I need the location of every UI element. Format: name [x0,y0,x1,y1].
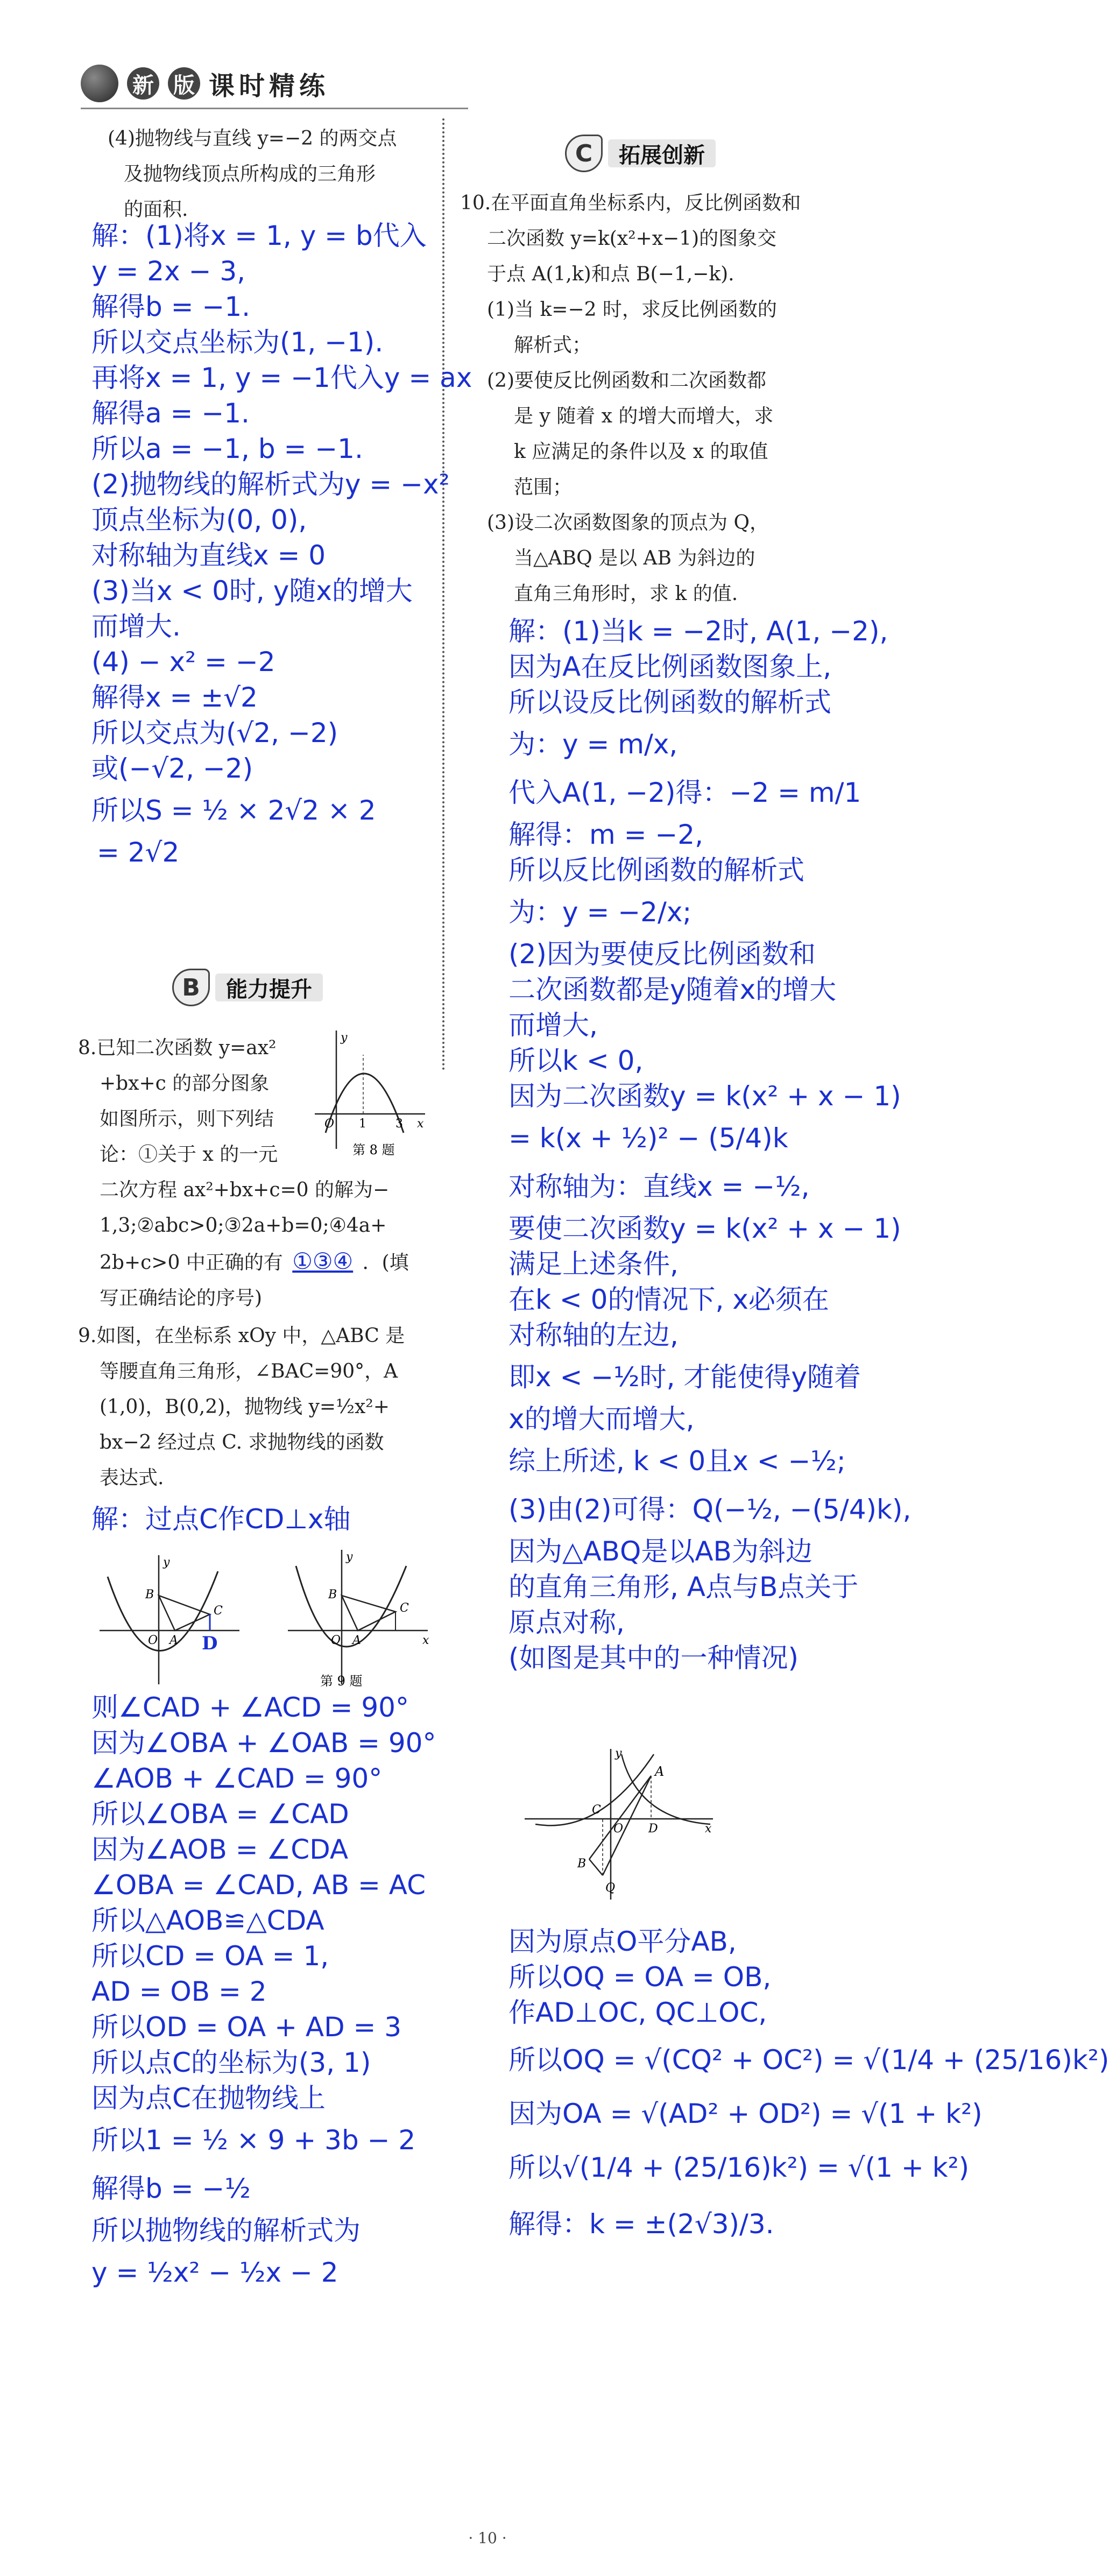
q7-solution-line: 再将x = 1, y = −1代入y = ax [91,362,472,393]
q8-line [78,1244,409,1281]
q10-line: 当△ABQ 是以 AB 为斜边的 [514,547,755,569]
q7-solution-line: 所以交点为(√2, −2) [91,717,338,749]
q10-solution-line: (如图是其中的一种情况) [508,1642,799,1674]
q7-solution [91,218,472,870]
q10-solution-line: x的增大而增大, [508,1403,695,1435]
label-x: x [417,1117,424,1131]
q10-solution-line: 所以k < 0, [508,1045,644,1076]
q9-solution-line: 所以△AOB≌△CDA [91,1905,324,1936]
q10-solution-line: 因为A在反比例函数图象上, [508,651,832,682]
q9-solution-line: 所以CD = OA = 1, [91,1940,329,1972]
label-y: y [341,1031,348,1044]
q9-solution-line: ∠OBA = ∠CAD, AB = AC [91,1869,426,1901]
q10-solution-line: 因为二次函数y = k(x² + x − 1) [508,1081,901,1112]
q10-solution-line: 所以OQ = OA = OB, [508,1961,772,1993]
label-1: 1 [359,1117,366,1131]
q10-line: (3)设二次函数图象的顶点为 Q， [487,512,769,534]
q7-solution-line: y = 2x − 3, [91,256,246,287]
q10-solution-line: = k(x + ½)² − (5/4)k [508,1123,788,1154]
q10-solution-line: 因为OA = √(AD² + OD²) = √(1 + k²) [508,2098,983,2129]
q10-solution-line: 因为△ABQ是以AB为斜边 [508,1536,813,1567]
q10-solution-line: 所以反比例函数的解析式 [508,855,804,886]
q9-figure-left [100,1555,239,1684]
q10-solution-line: 二次函数都是y随着x的增大 [508,974,837,1005]
q10-solution-line: 作AD⊥OC, QC⊥OC, [508,1997,767,2028]
q9-solution-line: 所以1 = ½ × 9 + 3b − 2 [91,2125,416,2156]
q9-figure [94,1544,449,1690]
segment-qb [589,1859,603,1875]
q10-text [460,186,801,612]
q9-line: 表达式. [100,1467,164,1489]
q9-text [78,1318,405,1496]
section-ability-label: 能力提升 [226,977,312,1002]
q10-line: 10.在平面直角坐标系内，反比例函数和 [460,192,801,214]
q9-line: 等腰直角三角形，∠BAC=90°，A [100,1360,398,1382]
fig8-caption: 第 8 题 [352,1142,395,1158]
q7-part4-line: (4)抛物线与直线 y=−2 的两交点 [108,128,397,150]
q7-part4-line: 的面积. [124,199,188,221]
header-rule [81,108,468,109]
label-y: y [163,1556,170,1569]
q10-solution-line: 所以√(1/4 + (25/16)k²) = √(1 + k²) [508,2152,970,2183]
q7-solution-line: 对称轴为直线x = 0 [91,540,326,571]
q9-solution-line: 所以∠OBA = ∠CAD [91,1798,349,1830]
q10-solution [508,613,911,1676]
q10-line: 是 y 随着 x 的增大而增大，求 [514,405,774,427]
hyperbola-branch-right [621,1754,710,1824]
q7-solution-line: 所以交点坐标为(1, −1). [91,327,384,358]
q9-solution-head: 解：过点C作CD⊥x轴 [91,1504,351,1535]
q9-solution-line: AD = OB = 2 [91,1976,267,2007]
label-O: O [148,1634,158,1647]
label-B: B [145,1588,154,1601]
label-B: B [328,1588,337,1601]
section-ability [172,969,323,1006]
q9-solution-line: 解得b = −½ [91,2173,251,2204]
q9-line: (1,0)，B(0,2)，抛物线 y=½x²+ [100,1396,390,1418]
q10-solution-line: 原点对称, [508,1607,625,1638]
q10-solution-line: 因为原点O平分AB, [508,1926,737,1957]
label-O: O [331,1634,341,1647]
q9-solution-line: 所以OD = OA + AD = 3 [91,2012,402,2043]
q8-line: 如图所示，则下列结 [100,1108,274,1130]
q10-line: (1)当 k=−2 时，求反比例函数的 [487,299,777,321]
q10-solution-line: 解得：m = −2, [508,819,703,850]
q10-line: 直角三角形时，求 k 的值. [514,583,738,605]
label-y: y [346,1550,353,1564]
q10-solution-line: 即x < −½时, 才能使得y随着 [508,1361,861,1393]
q8-figure [309,1025,433,1160]
q8-answer: ①③④ [292,1248,354,1274]
header-badge-edition: 版 [168,67,200,100]
q7-solution-line: 解：(1)将x = 1, y = b代入 [91,220,427,251]
q8-line: 二次方程 ax²+bx+c=0 的解为− [100,1179,390,1201]
section-b-icon: B [172,969,210,1006]
q7-solution-line: 而增大. [91,611,181,642]
label-A: A [169,1634,178,1647]
label-A: A [352,1634,361,1647]
q9-solution-line: 因为∠AOB = ∠CDA [91,1834,349,1865]
q7-solution-line: (2)抛物线的解析式为y = −x² [91,469,450,500]
q8-line: 1,3;②abc>0;③2a+b=0;④4a+ [100,1215,387,1237]
q8-line: +bx+c 的部分图象 [100,1072,270,1095]
q9-solution-line: y = ½x² − ½x − 2 [91,2257,338,2288]
q8-line: 2b+c>0 中正确的有 [100,1252,283,1274]
page-header [81,54,468,113]
q10-solution-line: 对称轴为：直线x = −½, [508,1171,810,1202]
q10-line: 范围； [514,476,573,498]
label-C: C [214,1604,223,1618]
fig9-caption: 第 9 题 [320,1674,363,1689]
q7-solution-line: 解得b = −1. [91,291,251,322]
q9-solution [91,1690,436,2297]
label-C: C [400,1601,409,1615]
q9-line: 9.如图，在坐标系 xOy 中，△ABC 是 [78,1325,405,1347]
label-x: x [422,1634,429,1647]
header-title: 课时精练 [209,70,330,101]
q10-solution-line: 而增大, [508,1010,598,1041]
header-badge-new: 新 [127,67,159,100]
q9-solution-line: ∠AOB + ∠CAD = 90° [91,1763,383,1794]
triangle-abc [342,1596,395,1631]
q7-solution-line: 所以S = ½ × 2√2 × 2 [91,795,376,826]
q10-solution-line: 解：(1)当k = −2时, A(1, −2), [508,616,888,647]
q10-solution-line: 为：y = m/x, [508,729,678,760]
page-number: · 10 · [468,2529,507,2547]
q10-solution-line: 代入A(1, −2)得：−2 = m/1 [508,777,861,808]
q10-line: 二次函数 y=k(x²+x−1)的图象交 [487,228,777,250]
segment-ab [589,1776,651,1859]
q8-line: ．(填 [362,1252,409,1274]
label-3: 3 [395,1117,403,1131]
q7-solution-line: 所以a = −1, b = −1. [91,433,363,464]
q9-solution-line: 因为点C在抛物线上 [91,2083,326,2114]
globe-icon [81,65,118,102]
q10-solution-line: 要使二次函数y = k(x² + x − 1) [508,1213,901,1244]
q7-solution-line: 解得a = −1. [91,398,250,429]
q10-solution-line: 解得：k = ±(2√3)/3. [508,2208,774,2240]
label-x: x [705,1822,712,1836]
q10-solution-line: 在k < 0的情况下, x必须在 [508,1284,829,1315]
triangle-abc [159,1596,210,1631]
parabola-curve [296,1566,406,1647]
q10-solution-part2 [508,1924,1109,2251]
q7-solution-line: (4) − x² = −2 [91,646,276,677]
q9-figure-right [288,1550,429,1684]
label-O: O [324,1117,335,1131]
label-D: D [648,1822,658,1836]
q10-figure [519,1744,718,1905]
q10-line: (2)要使反比例函数和二次函数都 [487,370,766,392]
label-A: A [655,1764,665,1779]
q10-solution-line: 所以设反比例函数的解析式 [508,687,831,718]
q10-solution-line: 的直角三角形, A点与B点关于 [508,1571,859,1603]
section-extend-label: 拓展创新 [619,143,705,168]
q9-line: bx−2 经过点 C. 求抛物线的函数 [100,1431,384,1453]
label-Q: Q [605,1881,616,1895]
q7-part4 [108,121,397,228]
q9-solution-line: 所以抛物线的解析式为 [91,2215,361,2246]
q10-line: 于点 A(1,k)和点 B(−1,−k). [487,263,734,285]
q10-line: 解析式； [514,334,592,356]
q8-line: 8.已知二次函数 y=ax² [78,1037,277,1059]
q7-solution-line: 顶点坐标为(0, 0), [91,504,307,535]
label-D: D [202,1633,218,1654]
label-B: B [577,1857,587,1871]
q9-solution-line: 则∠CAD + ∠ACD = 90° [91,1692,409,1723]
q10-solution-line: 满足上述条件, [508,1248,679,1280]
q7-solution-line: (3)当x < 0时, y随x的增大 [91,575,413,606]
q10-solution-line: 对称轴的左边, [508,1319,679,1351]
section-c-icon: C [565,135,603,172]
q9-solution-line: 所以点C的坐标为(3, 1) [91,2047,371,2078]
label-C: C [592,1803,601,1817]
section-extend [565,135,716,172]
q10-line: k 应满足的条件以及 x 的取值 [514,441,768,463]
q10-solution-line: 所以OQ = √(CQ² + OC²) = √(1/4 + (25/16)k²) [508,2044,1109,2076]
q10-solution-line: 为：y = −2/x; [508,897,692,928]
q7-solution-line: = 2√2 [97,837,180,868]
label-y: y [615,1747,622,1760]
segment-qa [603,1776,651,1875]
q7-solution-line: 解得x = ±√2 [91,682,258,713]
q7-part4-line: 及抛物线顶点所构成的三角形 [124,163,376,185]
q9-solution-line: 因为∠OBA + ∠OAB = 90° [91,1727,436,1759]
q10-solution-line: (3)由(2)可得：Q(−½, −(5/4)k), [508,1494,912,1525]
q8-line: 论：①关于 x 的一元 [100,1144,278,1166]
q7-solution-line: 或(−√2, −2) [91,753,253,784]
label-O: O [613,1822,624,1836]
q8-line: 写正确结论的序号) [100,1287,263,1309]
q10-solution-line: (2)因为要使反比例函数和 [508,938,816,970]
q10-solution-line: 综上所述, k < 0且x < −½; [508,1445,846,1477]
